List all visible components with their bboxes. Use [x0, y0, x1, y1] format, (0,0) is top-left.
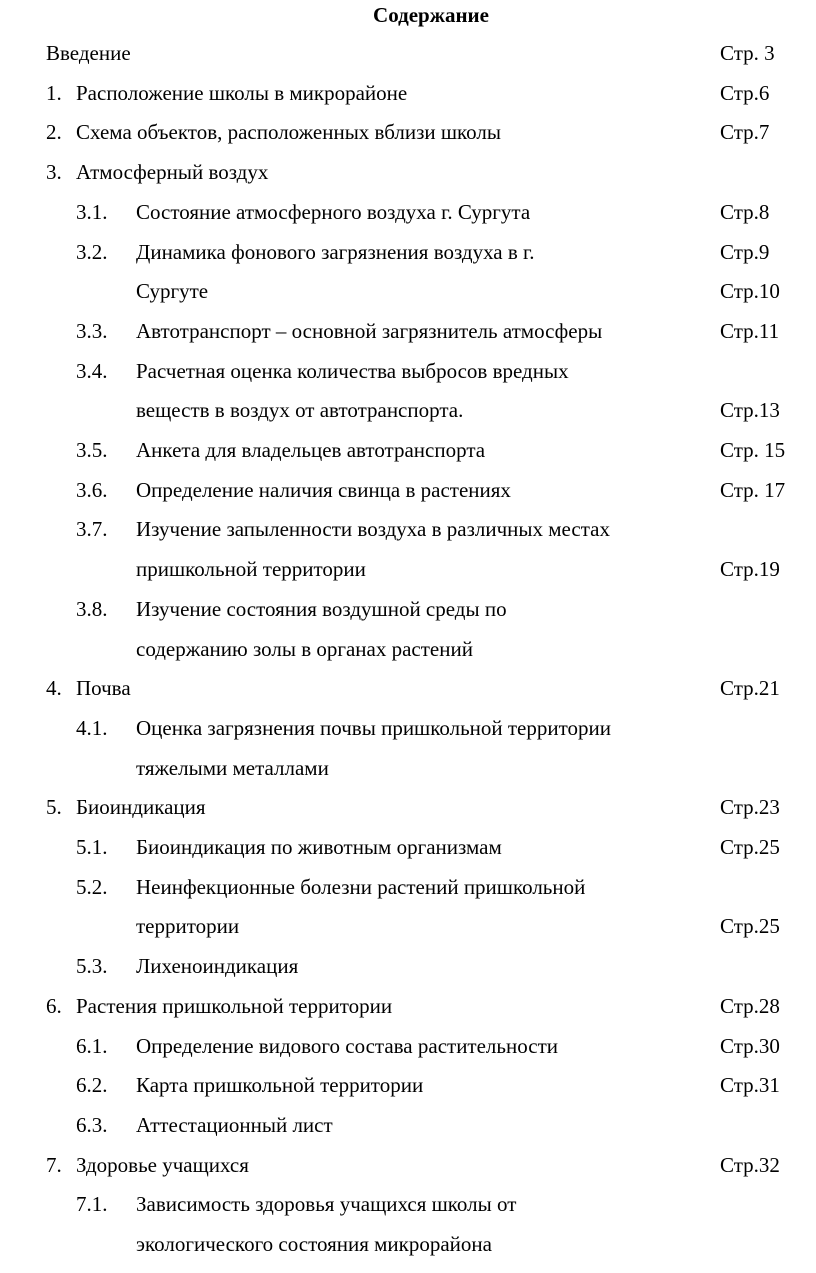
toc-item-title: Растения пришкольной территории: [76, 993, 393, 1018]
toc-item-number: 3.: [46, 160, 62, 185]
toc-item-number: 3.7.: [76, 517, 108, 542]
toc-item-title: Анкета для владельцев автотранспорта: [136, 438, 486, 462]
toc-page-number: Стр.10: [720, 279, 780, 304]
toc-item-title: Лихеноиндикация: [136, 954, 299, 979]
toc-row: [0, 157, 816, 187]
toc-item-title: Автотранспорт – основной загрязнитель атмосферы: [136, 318, 603, 343]
toc-item-number: 7.: [46, 1152, 62, 1177]
toc-item-number: 6.2.: [76, 1073, 108, 1098]
toc-page-number: Стр.6: [720, 80, 770, 105]
toc-row: [0, 951, 816, 981]
toc-row: [0, 1110, 816, 1140]
toc-item-title: Зависимость здоровья учащихся школы от: [136, 1192, 517, 1217]
toc-item-number: 3.1.: [76, 199, 108, 224]
toc-item-title: Определение видового состава растительности: [136, 1033, 558, 1058]
toc-item-number: 3.5.: [76, 438, 108, 462]
toc-item-number: 2.: [46, 120, 62, 145]
toc-item-title: Аттестационный лист: [136, 1112, 333, 1137]
toc-item-number: 7.1.: [76, 1192, 108, 1217]
toc-item-title: Неинфекционные болезни растений пришкольной: [136, 874, 586, 899]
toc-page-number: Стр.23: [720, 795, 780, 820]
toc-page-number: Стр. 15: [720, 438, 786, 462]
toc-row: [0, 792, 816, 822]
toc-page-number: Стр.7: [720, 120, 770, 145]
toc-item-number: 5.: [46, 795, 62, 820]
toc-row: [0, 514, 816, 544]
toc-item-title: пришкольной территории: [136, 557, 366, 582]
toc-item-number: 1.: [46, 80, 62, 105]
toc-item-title: Оценка загрязнения почвы пришкольной территории: [136, 715, 611, 740]
toc-item-title: Карта пришкольной территории: [136, 1073, 424, 1098]
toc-row: [0, 991, 816, 1021]
toc-item-title: веществ в воздух от автотранспорта.: [136, 398, 464, 423]
toc-item-title: содержанию золы в органах растений: [136, 636, 473, 661]
toc-item-number: 6.3.: [76, 1112, 108, 1137]
toc-item-title: Схема объектов, расположенных вблизи школы: [76, 120, 501, 145]
toc-item-title: Изучение запыленности воздуха в различных местах: [136, 517, 610, 542]
toc-item-number: 4.1.: [76, 715, 108, 740]
toc-row: [0, 316, 816, 346]
toc-page-number: Стр.28: [720, 993, 780, 1018]
toc-row: [0, 38, 816, 68]
toc-item-title: Сургуте: [136, 279, 209, 304]
toc-item-title: Расположение школы в микрорайоне: [76, 80, 408, 105]
toc-row: [0, 634, 816, 664]
toc-row: [0, 78, 816, 108]
toc-row: [0, 1229, 816, 1259]
toc-item-number: 5.3.: [76, 954, 108, 979]
toc-page-number: Стр.30: [720, 1033, 780, 1058]
toc-row: [0, 1150, 816, 1180]
toc-item-number: 3.3.: [76, 318, 108, 343]
toc-item-number: 3.2.: [76, 239, 108, 264]
toc-item-number: 6.: [46, 993, 62, 1018]
toc-item-title: Расчетная оценка количества выбросов вредных: [136, 358, 569, 383]
toc-row: [0, 673, 816, 703]
toc-page-number: Стр.25: [720, 914, 780, 939]
toc-item-title: Здоровье учащихся: [76, 1152, 249, 1177]
toc-item-title: Введение: [46, 41, 131, 65]
toc-item-title: экологического состояния микрорайона: [136, 1232, 492, 1256]
toc-page-number: Стр.13: [720, 398, 780, 423]
toc-row: [0, 713, 816, 743]
toc-page-number: Стр.32: [720, 1152, 780, 1177]
toc-page-number: Стр.21: [720, 676, 780, 701]
toc-row: [0, 872, 816, 902]
toc-item-title: территории: [136, 914, 240, 939]
toc-item-number: 3.4.: [76, 358, 108, 383]
toc-row: [0, 1031, 816, 1061]
toc-row: [0, 911, 816, 941]
toc-item-title: Атмосферный воздух: [76, 160, 269, 185]
toc-row: [0, 554, 816, 584]
toc-row: [0, 435, 816, 465]
toc-row: [0, 1070, 816, 1100]
toc-item-title: Биоиндикация по животным организмам: [136, 835, 502, 859]
toc-page-number: Стр.8: [720, 199, 770, 224]
toc-item-number: 4.: [46, 676, 62, 701]
toc-item-title: Почва: [76, 676, 131, 701]
toc-row: [0, 594, 816, 624]
toc-page-number: Стр.19: [720, 557, 780, 582]
toc-page-number: Стр.31: [720, 1073, 780, 1098]
toc-item-number: 3.6.: [76, 477, 108, 502]
page-title: Содержание: [373, 3, 489, 27]
toc-item-title: Изучение состояния воздушной среды по: [136, 596, 507, 621]
toc-page-number: Стр.25: [720, 835, 780, 859]
toc-item-title: тяжелыми металлами: [136, 755, 329, 780]
toc-page-number: Стр. 17: [720, 477, 786, 502]
toc-row: [0, 753, 816, 783]
toc-row: [0, 1189, 816, 1219]
toc-row: [0, 395, 816, 425]
toc-row: [0, 356, 816, 386]
toc-row: [0, 475, 816, 505]
toc-page-number: Стр.9: [720, 239, 770, 264]
toc-item-number: 6.1.: [76, 1033, 108, 1058]
toc-row: [0, 237, 816, 267]
toc-row: [0, 276, 816, 306]
toc-row: [0, 197, 816, 227]
toc-item-number: 5.1.: [76, 835, 108, 859]
toc-item-number: 3.8.: [76, 596, 108, 621]
toc-row: [0, 117, 816, 147]
toc-page-number: Стр. 3: [720, 41, 775, 65]
toc-item-title: Динамика фонового загрязнения воздуха в г.: [136, 239, 535, 264]
toc-item-title: Определение наличия свинца в растениях: [136, 477, 511, 502]
toc-item-title: Состояние атмосферного воздуха г. Сургута: [136, 199, 531, 224]
toc-page-number: Стр.11: [720, 318, 780, 343]
toc-item-title: Биоиндикация: [76, 795, 206, 820]
toc-row: [0, 832, 816, 862]
toc-item-number: 5.2.: [76, 874, 108, 899]
